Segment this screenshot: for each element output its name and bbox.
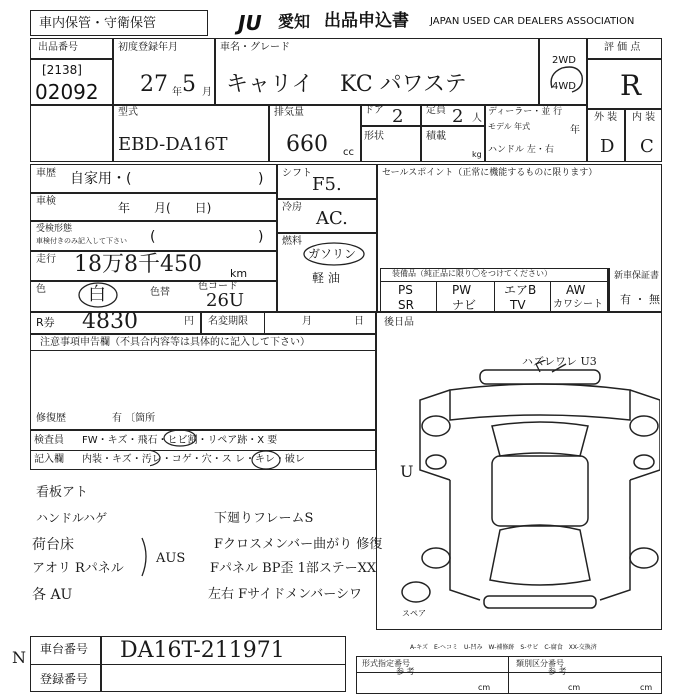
shift-label: シフト	[282, 168, 312, 179]
car-grade-value: KC パワステ	[340, 72, 467, 97]
equip-airbag: エアB	[504, 283, 537, 297]
color-change-label: 色替	[150, 287, 170, 298]
note-bracket	[138, 536, 154, 578]
note-1: 看板アト	[36, 485, 89, 500]
color-label: 色	[36, 284, 46, 295]
note-4: アオリ Rパネル	[32, 561, 124, 576]
drive-4wd: 4WD	[552, 81, 576, 92]
equip-pw: PW	[452, 283, 472, 297]
equip-leather: カワシート	[553, 299, 603, 310]
diagram-top-note: ハズレワレ U3	[522, 355, 597, 368]
first-reg-label: 初度登録年月	[118, 42, 178, 53]
grade-label: 評 価 点	[604, 42, 641, 53]
recycle-unit: 円	[184, 316, 194, 327]
fuel-label: 燃料	[282, 236, 302, 247]
note-8: Fクロスメンバー曲がり 修復	[214, 537, 383, 552]
loading-label: 積載	[426, 131, 446, 142]
recycle-value: 4830	[82, 309, 138, 334]
margin-mark: N	[12, 648, 26, 667]
interior-label: 内 装	[632, 112, 656, 123]
mileage-label: 走行	[36, 254, 56, 265]
doors-label: ドア	[364, 105, 384, 116]
note-7: 下廻りフレームS	[214, 511, 314, 526]
fuel-gasoline: ガソリン	[308, 247, 357, 261]
car-name-label: 車名・グレード	[220, 42, 290, 53]
capacity-value: 2	[452, 106, 464, 127]
inspection-row2: 内装・キズ・汚レ・コゲ・穴・ス レ・キレ・破レ	[82, 454, 305, 465]
spec-reg-label: 形式指定番号	[362, 659, 410, 668]
storage-label: 車内保管・守衛保管	[39, 16, 157, 31]
receipt-note: 車検付きのみ記入して下さい	[36, 237, 127, 245]
vehicle-diagram	[380, 360, 660, 626]
drive-2wd: 2WD	[552, 55, 576, 66]
org-name: 愛知	[278, 12, 311, 31]
exterior-value: D	[600, 136, 615, 157]
cm-unit-1: cm	[478, 683, 491, 692]
equip-aw: AW	[566, 283, 586, 297]
doors-value: 2	[392, 106, 404, 127]
first-reg-year-unit: 年	[172, 87, 182, 98]
mileage-unit: km	[230, 267, 248, 280]
history-label: 車歴	[36, 168, 56, 179]
org-english: JAPAN USED CAR DEALERS ASSOCIATION	[430, 16, 635, 27]
ref-label-1: 参 考	[396, 667, 415, 676]
name-change-label: 名変期限	[208, 316, 248, 327]
cm-unit-3: cm	[640, 683, 653, 692]
class-label: 類別区分番号	[516, 659, 564, 668]
inspector-label: 検査員	[34, 435, 64, 446]
first-reg-year: 27	[140, 72, 168, 97]
shift-value: F5.	[312, 174, 342, 195]
note-3: 荷台床	[32, 537, 74, 553]
equip-sr: SR	[398, 298, 414, 312]
color-code-label: 色コード	[198, 281, 238, 292]
shape-label: 形状	[364, 131, 384, 142]
reg-number-label: 登録番号	[40, 672, 89, 686]
note-10: 左右 Fサイドメンバーシワ	[208, 587, 362, 602]
displacement-label: 排気量	[274, 107, 304, 118]
note-5: 各 AU	[32, 587, 73, 603]
repair-value: 有 〔箇所	[112, 413, 156, 424]
car-name-value: キャリイ	[226, 72, 314, 97]
fuel-diesel: 軽 油	[312, 271, 340, 285]
lot-number: 02092	[35, 80, 99, 104]
capacity-unit: 人	[472, 113, 482, 124]
equip-tv: TV	[510, 298, 526, 312]
ju-logo-text: JU	[238, 11, 262, 35]
inspection-circle-marks	[150, 428, 340, 474]
equip-navi: ナビ	[452, 298, 477, 312]
recycle-label: R券	[36, 316, 55, 329]
form-title: 出品申込書	[324, 11, 409, 31]
notes-box	[30, 334, 376, 430]
equipment-label: 装備品（純正品に限り〇をつけてください）	[392, 269, 552, 278]
color-value: 白	[88, 284, 106, 305]
interior-value: C	[640, 136, 654, 157]
first-reg-month: 5	[182, 72, 196, 97]
note-2: ハンドルハゲ	[36, 511, 108, 525]
history-value: 自家用・(	[70, 171, 132, 187]
storage-label-box	[30, 10, 208, 36]
model-year-label: モデル 年式	[488, 122, 531, 131]
lot-number-label: 出品番号	[38, 42, 78, 53]
mileage-value: 18万8千450	[74, 252, 202, 277]
lot-sub-number: [2138]	[42, 63, 82, 77]
capacity-label: 定員	[426, 105, 446, 116]
model-label: 型式	[118, 107, 138, 118]
loading-unit: kg	[472, 150, 482, 159]
model-year-unit: 年	[570, 125, 580, 136]
ju-logo	[238, 10, 278, 36]
notes-label: 注意事項申告欄（不具合内容等は具体的に記入して下さい）	[40, 337, 310, 348]
equip-ps: PS	[398, 283, 413, 297]
name-change-day: 日	[354, 316, 364, 327]
chassis-label: 車台番号	[40, 642, 89, 656]
receipt-label: 受検形態	[36, 224, 73, 234]
drive-circle-mark	[546, 62, 586, 96]
ac-value: AC.	[316, 208, 348, 229]
aftermarket-label: 後日品	[384, 317, 414, 328]
chassis-value: DA16T-211971	[120, 638, 285, 663]
grade-score: R	[620, 69, 642, 102]
fuel-circle-mark	[300, 238, 370, 268]
spare-label: スペア	[402, 609, 426, 618]
inspection-format: 年 月( 日)	[118, 201, 212, 215]
name-change-month: 月	[302, 316, 312, 327]
entry-label: 記入欄	[34, 454, 64, 465]
color-code-value: 26U	[206, 290, 245, 311]
first-reg-month-unit: 月	[202, 87, 212, 98]
warranty-label: 新車保証書	[614, 271, 660, 281]
model-value: EBD-DA16T	[118, 134, 228, 155]
ac-label: 冷房	[282, 202, 302, 213]
cm-unit-2: cm	[568, 683, 581, 692]
note-6: AUS	[156, 551, 186, 566]
displacement-unit: cc	[343, 147, 354, 158]
inspection-label: 車検	[36, 196, 56, 207]
diagram-side-mark: U	[400, 462, 414, 481]
ref-label-2: 参 考	[548, 667, 567, 676]
displacement-value: 660	[286, 132, 328, 157]
color-circle-mark	[76, 280, 120, 310]
warranty-value: 有 ・ 無	[620, 293, 660, 306]
dealer-label: ディーラー・並 行	[488, 107, 563, 117]
sales-point-label: セールスポイント（正常に機能するものに限ります）	[382, 168, 598, 178]
note-9: Fパネル BP歪 1部ステーXX	[210, 561, 377, 576]
exterior-label: 外 装	[594, 112, 618, 123]
handle-label: ハンドル 左・右	[488, 145, 554, 155]
repair-label: 修復歴	[36, 413, 66, 424]
inspection-row1: FW・キズ・飛石・ヒビ割・リペア跡・X 要	[82, 435, 278, 446]
damage-code-legend: A-キズ E-ヘコミ U-凹み W-補修跡 S-サビ C-腐食 XX-交換済	[410, 644, 597, 651]
